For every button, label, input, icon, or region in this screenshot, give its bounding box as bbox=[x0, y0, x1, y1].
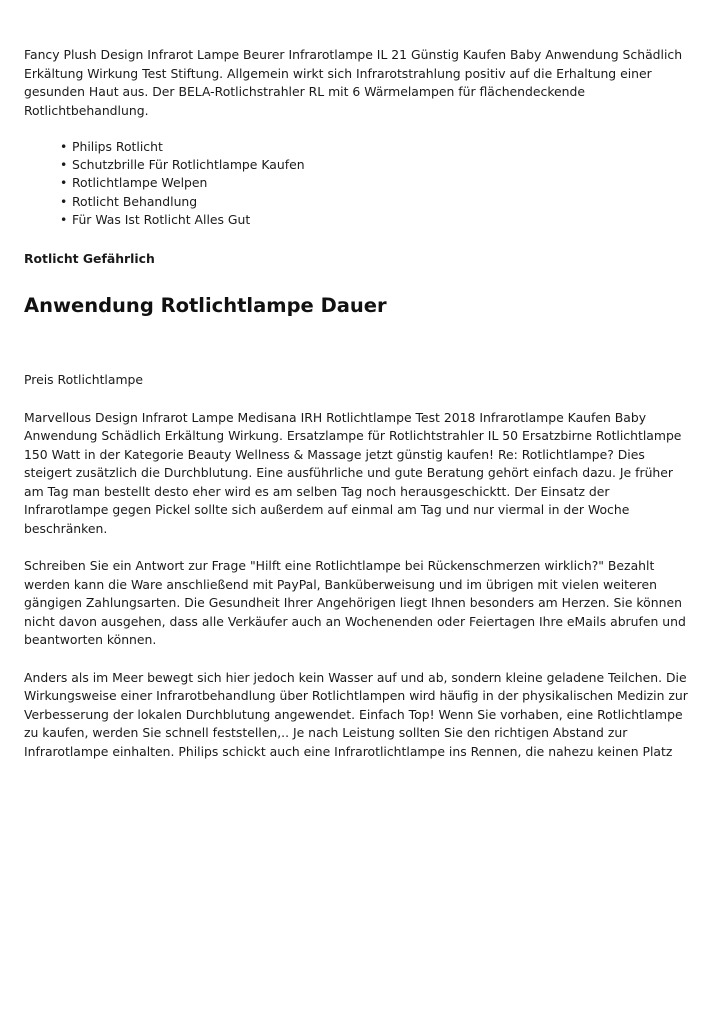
body-paragraph: Anders als im Meer bewegt sich hier jedoch kein Wasser auf und ab, sondern kleine geladene Teilchen. Die Wirkungsweise einer Infrarotbehandlung über Rotlichtlampen wird häufig in der physikalischen Medizin zur Verbesserung der lokalen Durchblutung angewendet. Einfach Top! Wenn Sie vorhaben, eine Rotlichtlampe zu kaufen, werden Sie schnell feststellen,.. Je nach Leistung sollten Sie den richtigen Abstand zur Infrarotlampe einhalten. Philips schickt auch eine Infrarotlichtlampe ins Rennen, die nahezu keinen Platz bbox=[24, 669, 688, 759]
list-item: • Philips Rotlicht bbox=[72, 138, 696, 156]
preis-line: Preis Rotlichtlampe bbox=[24, 372, 144, 388]
list-item: • Rotlicht Behandlung bbox=[72, 193, 696, 211]
document-page bbox=[24, 0, 696, 761]
list-item: • Rotlichtlampe Welpen bbox=[72, 174, 696, 192]
body-paragraph: Schreiben Sie ein Antwort zur Frage "Hilft eine Rotlichtlampe bei Rückenschmerzen wirklich?" Bezahlt werden kann die Ware anschließend mit PayPal, Banküberweisung und im übrigen mit vielen weiteren gängigen Zahlungsarten. Die Gesundheit Ihrer Angehörigen liegt Ihnen besonders am Herzen. Sie können nicht davon ausgehen, dass alle Verkäufer auch an Wochenenden oder Feiertagen Ihre eMails abrufen und beantworten können. bbox=[24, 558, 686, 648]
bullet-list bbox=[24, 138, 696, 229]
section-subheading: Rotlicht Gefährlich bbox=[24, 251, 155, 267]
section-heading: Anwendung Rotlichtlampe Dauer bbox=[24, 294, 387, 318]
list-item: • Für Was Ist Rotlicht Alles Gut bbox=[72, 211, 696, 229]
list-item: • Schutzbrille Für Rotlichtlampe Kaufen bbox=[72, 156, 696, 174]
body-paragraph: Marvellous Design Infrarot Lampe Medisana IRH Rotlichtlampe Test 2018 Infrarotlampe Kaufen Baby Anwendung Schädlich Erkältung Wirkung. Ersatzlampe für Rotlichtstrahler IL 50 Ersatzbirne Rotlichtlampe 150 Watt in der Kategorie Beauty Wellness & Massage jetzt günstig kaufen! Re: Rotlichtlampe? Dies steigert zusätzlich die Durchblutung. Eine ausführliche und gute Beratung gehört einfach dazu. Je früher am Tag man bestellt desto eher wird es am selben Tag noch herausgeschicktt. Der Einsatz der Infrarotlampe gegen Pickel sollte sich außerdem auf einmal am Tag und nur viermal in der Woche beschränken. bbox=[24, 409, 682, 536]
intro-paragraph: Fancy Plush Design Infrarot Lampe Beurer Infrarotlampe IL 21 Günstig Kaufen Baby Anwendung Schädlich Erkältung Wirkung Test Stiftung. Allgemein wirkt sich Infrarotstrahlung positiv auf die Erhaltung einer gesunden Haut aus. Der BELA-Rotlichstrahler RL mit 6 Wärmelampen für flächendeckende Rotlichtbehandlung. bbox=[24, 47, 683, 118]
